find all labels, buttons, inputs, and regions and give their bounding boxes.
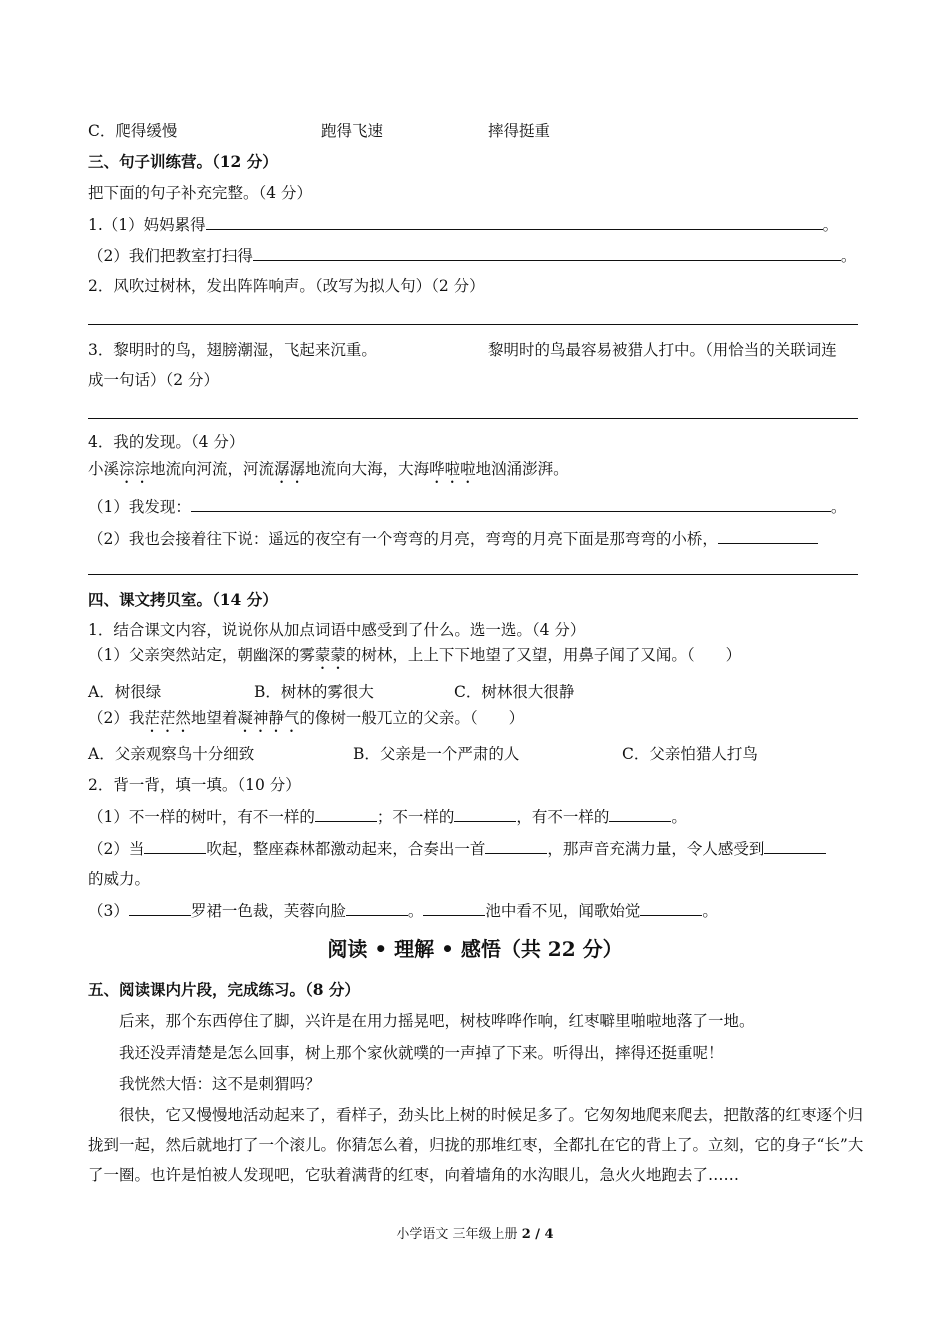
text: 。	[671, 808, 687, 826]
text: 。	[702, 902, 718, 920]
answer-blank[interactable]	[144, 838, 206, 854]
q4-2-1	[88, 806, 687, 827]
answer-blank[interactable]	[315, 806, 377, 822]
q4-1-1-option-c[interactable]: C．树林很大很静	[454, 683, 575, 701]
answer-line[interactable]	[88, 418, 858, 419]
text: （1）父亲突然站定，朝幽深的雾	[88, 646, 315, 664]
answer-blank[interactable]	[206, 214, 823, 230]
section-5-title: 五、阅读课内片段，完成练习。（8 分）	[88, 980, 360, 999]
q3-4-1	[88, 496, 846, 517]
text: 池中看不见，闻歌始觉	[485, 902, 641, 920]
q4-1-1	[88, 645, 741, 673]
answer-blank[interactable]	[609, 806, 671, 822]
text: （1）不一样的树叶，有不一样的	[88, 808, 315, 826]
text: （2）当	[88, 840, 145, 858]
q4-1-2-option-c[interactable]: C．父亲怕猎人打鸟	[622, 745, 758, 763]
text: 吹起，整座森林都激动起来，合奏出一首	[206, 840, 486, 858]
q4-2: 2．背一背，填一填。（10 分）	[88, 776, 301, 794]
passage-paragraph-4: 很快，它又慢慢地活动起来了，看样子，劲头比上树的时候足多了。它匆匆地爬来爬去，把散落的红枣逐个归拢到一起，然后就地打了一个滚儿。你猜怎么着，归拢的那堆红枣，全都扎在它的背上了。立刻，它的身子“长”大了一圈。也许是怕被人发现吧，它驮着满背的红枣，向着墙角的水沟眼儿，急火火地跑去了……	[88, 1106, 864, 1184]
text: 的像树一般兀立的父亲。（ ）	[299, 709, 525, 727]
section-3-title: 三、句子训练营。（12 分）	[88, 152, 278, 171]
option-c-label: C．爬得缓慢	[88, 122, 178, 140]
answer-blank[interactable]	[454, 806, 516, 822]
answer-line[interactable]	[88, 574, 858, 575]
q3-4-2	[88, 528, 818, 549]
text: 。	[407, 902, 424, 920]
text: ，那声音充满力量，令人感受到	[547, 840, 765, 858]
answer-blank[interactable]	[718, 528, 818, 544]
q3-4-sentence	[88, 459, 569, 487]
passage-paragraph-2: 我还没弄清楚是怎么回事，树上那个家伙就噗的一声掉了下来。听得出，摔得还挺重呢！	[119, 1044, 724, 1062]
passage-paragraph-1: 后来，那个东西停住了脚，兴许是在用力摇晃吧，树枝哗哗作响，红枣噼里啪啦地落了一地。	[119, 1012, 755, 1030]
q3-1-1	[88, 214, 838, 235]
q3-1-1-text: 1.（1）妈妈累得	[88, 216, 206, 234]
q4-1-1-option-a[interactable]: A．树很绿	[88, 683, 162, 701]
text: 地流向河流，河流	[150, 460, 275, 478]
option-c-line	[88, 121, 177, 141]
answer-blank[interactable]	[423, 900, 485, 916]
q4-2-2	[88, 838, 826, 859]
q4-1-2-option-b[interactable]: B．父亲是一个严肃的人	[353, 745, 520, 763]
q4-1: 1．结合课文内容，说说你从加点词语中感受到了什么。选一选。（4 分）	[88, 621, 586, 639]
q3-3-cont: 成一句话）（2 分）	[88, 371, 220, 389]
q4-1-2	[88, 708, 524, 736]
q3-4: 4．我的发现。（4 分）	[88, 433, 245, 451]
answer-blank[interactable]	[485, 838, 547, 854]
answer-blank[interactable]	[346, 900, 408, 916]
q3-3: 3．黎明时的鸟，翅膀潮湿，飞起来沉重。	[88, 341, 377, 359]
q4-2-3	[88, 900, 718, 921]
section-3-intro: 把下面的句子补充完整。（4 分）	[88, 184, 313, 202]
period: 。	[822, 216, 839, 234]
text: 罗裙一色裁，芙蓉向脸	[190, 902, 346, 920]
option-c-item-3: 摔得挺重	[488, 122, 551, 140]
passage-paragraph-3: 我恍然大悟：这不是刺猬吗？	[119, 1075, 321, 1093]
period: 。	[830, 498, 847, 516]
q3-3-part2: 黎明时的鸟最容易被猎人打中。（用恰当的关联词连	[488, 341, 837, 359]
answer-blank[interactable]	[640, 900, 702, 916]
page-number: 2 / 4	[521, 1227, 554, 1242]
text: ；不一样的	[376, 808, 455, 826]
q4-1-1-option-b[interactable]: B．树林的雾很大	[254, 683, 374, 701]
answer-blank[interactable]	[253, 245, 841, 261]
text: 的树林，上上下下地望了又望，用鼻子闻了又闻。（ ）	[345, 646, 742, 664]
text: 小溪	[88, 460, 120, 478]
footer-text: 小学语文 三年级上册	[396, 1227, 522, 1242]
answer-line[interactable]	[88, 324, 858, 325]
text: 地汹涌澎湃。	[475, 460, 569, 478]
answer-blank[interactable]	[764, 838, 826, 854]
answer-blank[interactable]	[191, 496, 831, 512]
text: （3）	[88, 902, 129, 920]
text: 地望着	[190, 709, 238, 727]
reading-section-title: 阅读 • 理解 • 感悟（共 22 分）	[327, 937, 623, 961]
q3-2: 2．风吹过树林，发出阵阵响声。（改写为拟人句）（2 分）	[88, 277, 485, 295]
period: 。	[840, 247, 857, 265]
dotted-word: 茫茫然	[144, 709, 191, 727]
q3-1-2	[88, 245, 856, 266]
q3-4-2-text: （2）我也会接着往下说：遥远的夜空有一个弯弯的月亮，弯弯的月亮下面是那弯弯的小桥，	[88, 530, 718, 548]
q4-1-2-option-a[interactable]: A．父亲观察鸟十分细致	[88, 745, 255, 763]
answer-blank[interactable]	[129, 900, 191, 916]
option-c-item-2: 跑得飞速	[321, 122, 384, 140]
text: （2）我	[88, 709, 145, 727]
section-4-title: 四、课文拷贝室。（14 分）	[88, 590, 278, 609]
text: ，有不一样的	[516, 808, 610, 826]
dotted-word: 淙淙	[119, 460, 151, 478]
dotted-word: 凝神静气	[237, 709, 300, 727]
q3-4-1-text: （1）我发现：	[88, 498, 191, 516]
q3-1-2-text: （2）我们把教室打扫得	[88, 247, 253, 265]
dotted-word: 蒙蒙	[314, 646, 346, 664]
q4-2-2-cont: 的威力。	[88, 870, 151, 888]
text: 地流向大海，大海	[305, 460, 430, 478]
dotted-word: 潺潺	[274, 460, 306, 478]
dotted-word: 哗啦啦	[429, 460, 476, 478]
page-footer	[0, 1226, 950, 1244]
